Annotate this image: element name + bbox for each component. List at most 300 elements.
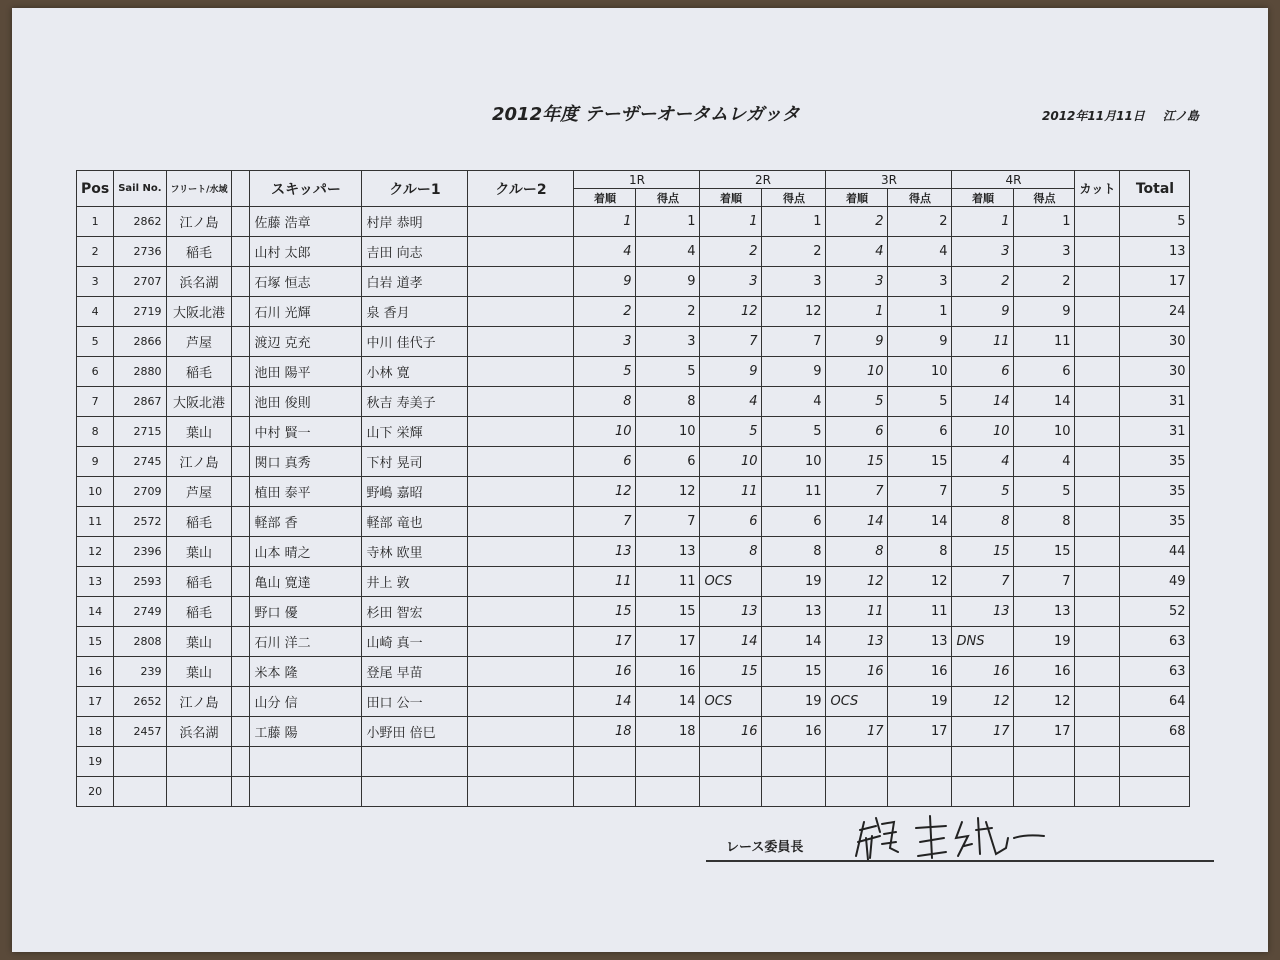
- fleet-cell: 稲毛: [166, 357, 232, 387]
- skipper-cell: 関口 真秀: [250, 447, 362, 477]
- finish-cell: DNS: [952, 627, 1014, 657]
- document-title: 2012年度 テーザーオータムレガッタ: [492, 104, 800, 125]
- crew2-cell: [468, 597, 574, 627]
- col-finish: 着順: [952, 189, 1014, 207]
- points-cell: 8: [636, 387, 700, 417]
- points-cell: 4: [888, 237, 952, 267]
- crew2-cell: [468, 717, 574, 747]
- points-cell: [762, 747, 826, 777]
- results-body: [77, 207, 1190, 807]
- sail-cell: 2572: [114, 507, 166, 537]
- blank-cell: [232, 777, 250, 807]
- crew1-cell: 泉 香月: [362, 297, 468, 327]
- finish-cell: 16: [826, 657, 888, 687]
- points-cell: 15: [762, 657, 826, 687]
- cut-cell: [1075, 267, 1120, 297]
- finish-cell: 12: [700, 297, 762, 327]
- fleet-cell: 芦屋: [166, 477, 232, 507]
- crew1-cell: 小野田 倍巳: [362, 717, 468, 747]
- fleet-cell: 葉山: [166, 657, 232, 687]
- fleet-cell: 浜名湖: [166, 717, 232, 747]
- finish-cell: 17: [952, 717, 1014, 747]
- crew1-cell: 野嶋 嘉昭: [362, 477, 468, 507]
- cut-cell: [1075, 327, 1120, 357]
- points-cell: 17: [888, 717, 952, 747]
- fleet-cell: 稲毛: [166, 237, 232, 267]
- blank-cell: [232, 447, 250, 477]
- finish-cell: 14: [826, 507, 888, 537]
- points-cell: 2: [636, 297, 700, 327]
- crew2-cell: [468, 417, 574, 447]
- finish-cell: [700, 777, 762, 807]
- pos-cell: 11: [77, 507, 114, 537]
- finish-cell: 15: [700, 657, 762, 687]
- points-cell: [1014, 747, 1075, 777]
- points-cell: 2: [762, 237, 826, 267]
- sail-cell: 2866: [114, 327, 166, 357]
- points-cell: 9: [1014, 297, 1075, 327]
- col-race-4: 4R: [952, 171, 1075, 189]
- fleet-cell: 江ノ島: [166, 207, 232, 237]
- crew1-cell: [362, 747, 468, 777]
- finish-cell: 9: [952, 297, 1014, 327]
- finish-cell: 6: [826, 417, 888, 447]
- finish-cell: [826, 777, 888, 807]
- pos-cell: 19: [77, 747, 114, 777]
- finish-cell: 11: [826, 597, 888, 627]
- pos-cell: 2: [77, 237, 114, 267]
- total-cell: 30: [1120, 357, 1190, 387]
- sail-cell: 2880: [114, 357, 166, 387]
- skipper-cell: 中村 賢一: [250, 417, 362, 447]
- blank-cell: [232, 417, 250, 447]
- event-venue: 江ノ島: [1162, 109, 1199, 123]
- finish-cell: 6: [952, 357, 1014, 387]
- finish-cell: 15: [574, 597, 636, 627]
- cut-cell: [1075, 747, 1120, 777]
- blank-cell: [232, 687, 250, 717]
- finish-cell: 2: [700, 237, 762, 267]
- finish-cell: 4: [700, 387, 762, 417]
- points-cell: 3: [888, 267, 952, 297]
- finish-cell: 8: [826, 537, 888, 567]
- points-cell: 5: [636, 357, 700, 387]
- crew1-cell: 山崎 真一: [362, 627, 468, 657]
- blank-cell: [232, 657, 250, 687]
- points-cell: 11: [636, 567, 700, 597]
- skipper-cell: 植田 泰平: [250, 477, 362, 507]
- skipper-cell: 石川 洋二: [250, 627, 362, 657]
- points-cell: 18: [636, 717, 700, 747]
- finish-cell: [952, 747, 1014, 777]
- pos-cell: 18: [77, 717, 114, 747]
- results-table: [76, 170, 1190, 807]
- skipper-cell: 佐藤 浩章: [250, 207, 362, 237]
- finish-cell: 7: [952, 567, 1014, 597]
- col-fleet: フリート/水域: [166, 171, 232, 207]
- blank-cell: [232, 207, 250, 237]
- total-cell: 31: [1120, 387, 1190, 417]
- pos-cell: 8: [77, 417, 114, 447]
- points-cell: 11: [762, 477, 826, 507]
- pos-cell: 16: [77, 657, 114, 687]
- points-cell: 7: [636, 507, 700, 537]
- col-crew2: クルー2: [468, 171, 574, 207]
- crew2-cell: [468, 507, 574, 537]
- crew1-cell: 寺林 欧里: [362, 537, 468, 567]
- finish-cell: 5: [826, 387, 888, 417]
- finish-cell: OCS: [700, 687, 762, 717]
- sail-cell: 2715: [114, 417, 166, 447]
- crew2-cell: [468, 567, 574, 597]
- total-cell: 49: [1120, 567, 1190, 597]
- pos-cell: 12: [77, 537, 114, 567]
- crew2-cell: [468, 687, 574, 717]
- finish-cell: 6: [700, 507, 762, 537]
- points-cell: 6: [762, 507, 826, 537]
- points-cell: 14: [762, 627, 826, 657]
- table-row: [77, 297, 1190, 327]
- cut-cell: [1075, 357, 1120, 387]
- crew2-cell: [468, 627, 574, 657]
- points-cell: 10: [888, 357, 952, 387]
- pos-cell: 5: [77, 327, 114, 357]
- skipper-cell: 山分 信: [250, 687, 362, 717]
- points-cell: [888, 777, 952, 807]
- points-cell: [1014, 777, 1075, 807]
- table-row: [77, 417, 1190, 447]
- finish-cell: 5: [574, 357, 636, 387]
- blank-cell: [232, 537, 250, 567]
- skipper-cell: 工藤 陽: [250, 717, 362, 747]
- skipper-cell: 亀山 寛達: [250, 567, 362, 597]
- finish-cell: OCS: [700, 567, 762, 597]
- cut-cell: [1075, 207, 1120, 237]
- blank-cell: [232, 627, 250, 657]
- pos-cell: 10: [77, 477, 114, 507]
- skipper-cell: 野口 優: [250, 597, 362, 627]
- total-cell: [1120, 747, 1190, 777]
- crew1-cell: 山下 栄輝: [362, 417, 468, 447]
- points-cell: 12: [636, 477, 700, 507]
- total-cell: 35: [1120, 477, 1190, 507]
- blank-cell: [232, 327, 250, 357]
- finish-cell: 3: [952, 237, 1014, 267]
- crew2-cell: [468, 207, 574, 237]
- points-cell: 14: [888, 507, 952, 537]
- points-cell: 3: [1014, 237, 1075, 267]
- crew1-cell: 田口 公一: [362, 687, 468, 717]
- pos-cell: 6: [77, 357, 114, 387]
- blank-cell: [232, 507, 250, 537]
- sail-cell: 2867: [114, 387, 166, 417]
- crew1-cell: 吉田 向志: [362, 237, 468, 267]
- sail-cell: 2709: [114, 477, 166, 507]
- points-cell: 1: [762, 207, 826, 237]
- points-cell: 16: [888, 657, 952, 687]
- points-cell: 7: [888, 477, 952, 507]
- sail-cell: 2652: [114, 687, 166, 717]
- crew1-cell: 登尾 早苗: [362, 657, 468, 687]
- finish-cell: 7: [826, 477, 888, 507]
- crew2-cell: [468, 387, 574, 417]
- col-points: 得点: [636, 189, 700, 207]
- finish-cell: 10: [826, 357, 888, 387]
- points-cell: 19: [762, 687, 826, 717]
- finish-cell: 8: [574, 387, 636, 417]
- sail-cell: [114, 777, 166, 807]
- table-row: [77, 327, 1190, 357]
- points-cell: 5: [888, 387, 952, 417]
- table-row: [77, 537, 1190, 567]
- col-blank: [232, 171, 250, 207]
- date-venue: [1042, 107, 1217, 124]
- cut-cell: [1075, 297, 1120, 327]
- crew1-cell: 秋吉 寿美子: [362, 387, 468, 417]
- points-cell: 5: [762, 417, 826, 447]
- total-cell: 17: [1120, 267, 1190, 297]
- finish-cell: 8: [952, 507, 1014, 537]
- table-row: [77, 717, 1190, 747]
- finish-cell: 13: [574, 537, 636, 567]
- finish-cell: 18: [574, 717, 636, 747]
- pos-cell: 4: [77, 297, 114, 327]
- skipper-cell: [250, 777, 362, 807]
- finish-cell: 9: [574, 267, 636, 297]
- crew2-cell: [468, 747, 574, 777]
- fleet-cell: 葉山: [166, 417, 232, 447]
- points-cell: 16: [762, 717, 826, 747]
- points-cell: 3: [636, 327, 700, 357]
- col-points: 得点: [762, 189, 826, 207]
- finish-cell: 2: [826, 207, 888, 237]
- table-row: [77, 447, 1190, 477]
- finish-cell: 1: [700, 207, 762, 237]
- points-cell: 2: [888, 207, 952, 237]
- points-cell: 17: [1014, 717, 1075, 747]
- skipper-cell: [250, 747, 362, 777]
- table-row: [77, 237, 1190, 267]
- finish-cell: 7: [574, 507, 636, 537]
- finish-cell: 8: [700, 537, 762, 567]
- finish-cell: 1: [826, 297, 888, 327]
- fleet-cell: 芦屋: [166, 327, 232, 357]
- col-pos: Pos: [77, 171, 114, 207]
- crew2-cell: [468, 297, 574, 327]
- total-cell: 68: [1120, 717, 1190, 747]
- finish-cell: 4: [574, 237, 636, 267]
- finish-cell: 12: [826, 567, 888, 597]
- crew2-cell: [468, 447, 574, 477]
- points-cell: 8: [888, 537, 952, 567]
- points-cell: 8: [762, 537, 826, 567]
- col-finish: 着順: [700, 189, 762, 207]
- finish-cell: 9: [700, 357, 762, 387]
- col-points: 得点: [888, 189, 952, 207]
- points-cell: 4: [636, 237, 700, 267]
- cut-cell: [1075, 417, 1120, 447]
- header-row: [77, 171, 1190, 189]
- points-cell: 4: [762, 387, 826, 417]
- cut-cell: [1075, 477, 1120, 507]
- finish-cell: 14: [574, 687, 636, 717]
- crew1-cell: 軽部 竜也: [362, 507, 468, 537]
- col-cut: カット: [1075, 171, 1120, 207]
- points-cell: 1: [888, 297, 952, 327]
- total-cell: 31: [1120, 417, 1190, 447]
- finish-cell: 16: [952, 657, 1014, 687]
- col-finish: 着順: [574, 189, 636, 207]
- finish-cell: 15: [826, 447, 888, 477]
- sail-cell: 2862: [114, 207, 166, 237]
- total-cell: 5: [1120, 207, 1190, 237]
- points-cell: 19: [888, 687, 952, 717]
- finish-cell: 13: [700, 597, 762, 627]
- crew2-cell: [468, 267, 574, 297]
- total-cell: 44: [1120, 537, 1190, 567]
- col-race-3: 3R: [826, 171, 952, 189]
- sail-cell: 2396: [114, 537, 166, 567]
- pos-cell: 7: [77, 387, 114, 417]
- cut-cell: [1075, 687, 1120, 717]
- table-row: [77, 687, 1190, 717]
- crew1-cell: 村岸 恭明: [362, 207, 468, 237]
- skipper-cell: 山村 太郎: [250, 237, 362, 267]
- points-cell: 19: [1014, 627, 1075, 657]
- finish-cell: OCS: [826, 687, 888, 717]
- points-cell: 9: [762, 357, 826, 387]
- cut-cell: [1075, 597, 1120, 627]
- points-cell: 13: [1014, 597, 1075, 627]
- points-cell: 7: [1014, 567, 1075, 597]
- event-date: 2012年11月11日: [1042, 109, 1145, 123]
- total-cell: 52: [1120, 597, 1190, 627]
- pos-cell: 3: [77, 267, 114, 297]
- points-cell: 13: [888, 627, 952, 657]
- points-cell: 13: [636, 537, 700, 567]
- fleet-cell: 葉山: [166, 537, 232, 567]
- finish-cell: 5: [952, 477, 1014, 507]
- points-cell: 19: [762, 567, 826, 597]
- finish-cell: 10: [952, 417, 1014, 447]
- col-finish: 着順: [826, 189, 888, 207]
- points-cell: 15: [888, 447, 952, 477]
- table-row: [77, 777, 1190, 807]
- pos-cell: 9: [77, 447, 114, 477]
- points-cell: 13: [762, 597, 826, 627]
- finish-cell: [574, 777, 636, 807]
- finish-cell: 5: [700, 417, 762, 447]
- points-cell: 1: [1014, 207, 1075, 237]
- cut-cell: [1075, 237, 1120, 267]
- total-cell: 63: [1120, 657, 1190, 687]
- finish-cell: 1: [952, 207, 1014, 237]
- col-crew1: クルー1: [362, 171, 468, 207]
- finish-cell: 13: [826, 627, 888, 657]
- sail-cell: 2707: [114, 267, 166, 297]
- finish-cell: 15: [952, 537, 1014, 567]
- finish-cell: 14: [952, 387, 1014, 417]
- finish-cell: 16: [574, 657, 636, 687]
- crew2-cell: [468, 777, 574, 807]
- col-sail: Sail No.: [114, 171, 166, 207]
- col-race-1: 1R: [574, 171, 700, 189]
- finish-cell: 12: [952, 687, 1014, 717]
- fleet-cell: 浜名湖: [166, 267, 232, 297]
- total-cell: [1120, 777, 1190, 807]
- cut-cell: [1075, 507, 1120, 537]
- finish-cell: 16: [700, 717, 762, 747]
- blank-cell: [232, 747, 250, 777]
- skipper-cell: 山本 晴之: [250, 537, 362, 567]
- points-cell: 10: [1014, 417, 1075, 447]
- finish-cell: 10: [700, 447, 762, 477]
- points-cell: 2: [1014, 267, 1075, 297]
- sail-cell: 2457: [114, 717, 166, 747]
- finish-cell: 3: [700, 267, 762, 297]
- pos-cell: 20: [77, 777, 114, 807]
- fleet-cell: 稲毛: [166, 567, 232, 597]
- finish-cell: 11: [574, 567, 636, 597]
- finish-cell: 10: [574, 417, 636, 447]
- col-race-2: 2R: [700, 171, 826, 189]
- finish-cell: [700, 747, 762, 777]
- cut-cell: [1075, 627, 1120, 657]
- table-row: [77, 207, 1190, 237]
- sail-cell: 2593: [114, 567, 166, 597]
- crew2-cell: [468, 237, 574, 267]
- blank-cell: [232, 357, 250, 387]
- points-cell: 16: [636, 657, 700, 687]
- signature-label: レース委員長: [726, 840, 804, 855]
- blank-cell: [232, 387, 250, 417]
- signature-line: [706, 860, 1214, 862]
- points-cell: 7: [762, 327, 826, 357]
- points-cell: 1: [636, 207, 700, 237]
- total-cell: 35: [1120, 507, 1190, 537]
- crew1-cell: [362, 777, 468, 807]
- total-cell: 13: [1120, 237, 1190, 267]
- points-cell: 4: [1014, 447, 1075, 477]
- table-row: [77, 357, 1190, 387]
- blank-cell: [232, 267, 250, 297]
- fleet-cell: [166, 747, 232, 777]
- points-cell: 14: [1014, 387, 1075, 417]
- crew1-cell: 小林 寛: [362, 357, 468, 387]
- finish-cell: 9: [826, 327, 888, 357]
- crew2-cell: [468, 537, 574, 567]
- table-row: [77, 597, 1190, 627]
- crew2-cell: [468, 357, 574, 387]
- cut-cell: [1075, 387, 1120, 417]
- total-cell: 30: [1120, 327, 1190, 357]
- points-cell: [636, 747, 700, 777]
- finish-cell: 1: [574, 207, 636, 237]
- cut-cell: [1075, 777, 1120, 807]
- cut-cell: [1075, 717, 1120, 747]
- points-cell: [762, 777, 826, 807]
- signature: [846, 808, 1046, 868]
- finish-cell: 7: [700, 327, 762, 357]
- table-row: [77, 627, 1190, 657]
- finish-cell: 12: [574, 477, 636, 507]
- finish-cell: 6: [574, 447, 636, 477]
- blank-cell: [232, 567, 250, 597]
- table-row: [77, 267, 1190, 297]
- finish-cell: 2: [952, 267, 1014, 297]
- table-row: [77, 477, 1190, 507]
- skipper-cell: 米本 隆: [250, 657, 362, 687]
